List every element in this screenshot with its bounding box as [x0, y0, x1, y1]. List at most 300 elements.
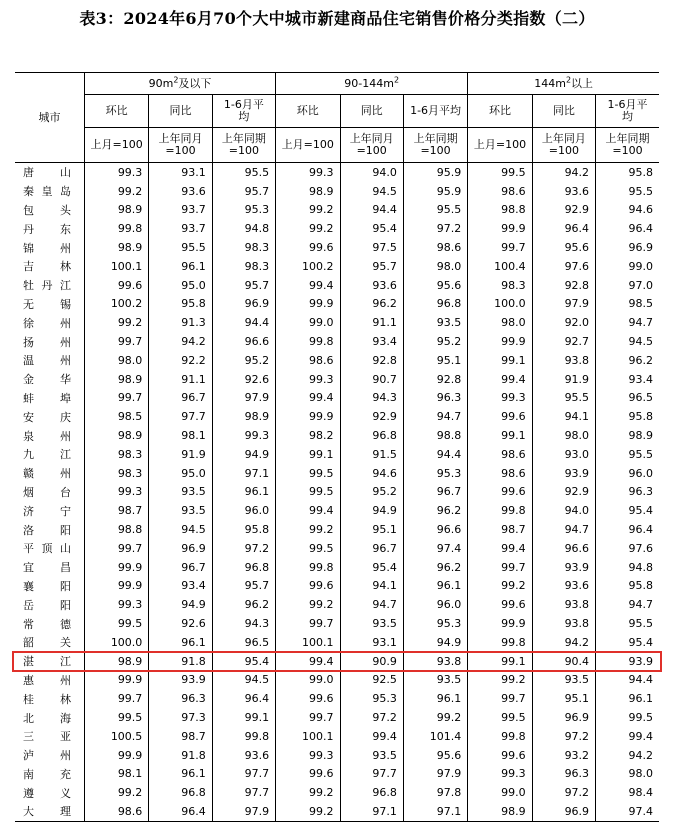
value-cell: 97.2 — [212, 539, 275, 558]
city-cell — [15, 708, 84, 727]
value-cell: 93.5 — [340, 614, 403, 633]
city-cell — [15, 295, 84, 314]
value-cell: 96.0 — [596, 464, 659, 483]
value-cell: 93.8 — [532, 351, 595, 370]
city-header: 城市 — [15, 73, 84, 163]
value-cell: 99.5 — [276, 539, 340, 558]
city-cell — [15, 501, 84, 520]
value-cell: 92.6 — [149, 614, 212, 633]
city-name: 桂 林 — [23, 692, 71, 706]
value-cell: 90.9 — [340, 652, 403, 671]
value-cell: 96.5 — [212, 633, 275, 652]
value-cell: 94.4 — [403, 445, 467, 464]
value-cell: 99.2 — [276, 520, 340, 539]
value-cell: 96.9 — [212, 295, 275, 314]
city-cell — [15, 426, 84, 445]
city-name: 温 州 — [23, 354, 71, 368]
value-cell: 99.7 — [84, 539, 148, 558]
value-cell: 95.7 — [212, 182, 275, 201]
value-cell: 94.2 — [596, 746, 659, 765]
value-cell: 92.8 — [403, 370, 467, 389]
value-cell: 91.9 — [149, 445, 212, 464]
value-cell: 93.1 — [340, 633, 403, 652]
city-cell — [15, 520, 84, 539]
value-cell: 99.5 — [84, 708, 148, 727]
table-row — [15, 370, 659, 389]
value-cell: 93.5 — [403, 313, 467, 332]
base-header: 上年同期=100 — [403, 128, 467, 163]
value-cell: 97.2 — [403, 219, 467, 238]
value-cell: 98.9 — [276, 182, 340, 201]
city-name: 扬 州 — [23, 335, 71, 349]
value-cell: 98.1 — [84, 765, 148, 784]
base-header: 上年同月=100 — [532, 128, 595, 163]
value-cell: 99.9 — [276, 407, 340, 426]
value-cell: 99.9 — [84, 746, 148, 765]
table-row — [15, 671, 659, 690]
table-row — [15, 426, 659, 445]
value-cell: 100.4 — [468, 257, 532, 276]
value-cell: 91.5 — [340, 445, 403, 464]
value-cell: 98.0 — [84, 351, 148, 370]
city-cell — [15, 746, 84, 765]
value-cell: 96.6 — [532, 539, 595, 558]
value-cell: 99.0 — [468, 783, 532, 802]
table-row — [15, 595, 659, 614]
value-cell: 96.1 — [149, 257, 212, 276]
value-cell: 99.3 — [212, 426, 275, 445]
value-cell: 98.2 — [276, 426, 340, 445]
value-cell: 94.0 — [532, 501, 595, 520]
value-cell: 98.7 — [149, 727, 212, 746]
table-row — [15, 219, 659, 238]
value-cell: 99.1 — [276, 445, 340, 464]
value-cell: 99.9 — [468, 332, 532, 351]
table-row — [15, 407, 659, 426]
value-cell: 94.5 — [149, 520, 212, 539]
value-cell: 95.5 — [596, 614, 659, 633]
city-cell — [15, 633, 84, 652]
value-cell: 96.8 — [340, 783, 403, 802]
value-cell: 99.2 — [276, 595, 340, 614]
value-cell: 93.6 — [532, 182, 595, 201]
value-cell: 96.3 — [403, 389, 467, 408]
value-cell: 98.9 — [468, 802, 532, 821]
city-cell — [15, 276, 84, 295]
value-cell: 97.1 — [403, 802, 467, 821]
value-cell: 94.6 — [340, 464, 403, 483]
value-cell: 99.7 — [468, 689, 532, 708]
table-row — [15, 182, 659, 201]
value-cell: 99.4 — [468, 370, 532, 389]
value-cell: 99.6 — [468, 595, 532, 614]
value-cell: 96.4 — [532, 219, 595, 238]
city-cell — [15, 671, 84, 690]
city-cell — [15, 163, 84, 182]
value-cell: 95.4 — [596, 501, 659, 520]
value-cell: 97.9 — [212, 802, 275, 821]
value-cell: 98.4 — [596, 783, 659, 802]
value-cell: 99.4 — [596, 727, 659, 746]
city-cell — [15, 783, 84, 802]
value-cell: 99.5 — [276, 483, 340, 502]
city-name: 徐 州 — [23, 316, 71, 330]
value-cell: 92.6 — [212, 370, 275, 389]
value-cell: 92.2 — [149, 351, 212, 370]
value-cell: 99.3 — [276, 370, 340, 389]
value-cell: 98.9 — [212, 407, 275, 426]
value-cell: 95.7 — [212, 276, 275, 295]
city-name: 蚌 埠 — [23, 391, 71, 405]
value-cell: 98.7 — [84, 501, 148, 520]
city-name: 唐 山 — [23, 166, 71, 180]
group-header-medium: $90-144m^2$ — [276, 73, 468, 95]
value-cell: 93.5 — [149, 483, 212, 502]
value-cell: 96.2 — [340, 295, 403, 314]
value-cell: 99.6 — [276, 238, 340, 257]
table-row — [15, 746, 659, 765]
value-cell: 97.6 — [532, 257, 595, 276]
value-cell: 99.8 — [468, 633, 532, 652]
value-cell: 96.8 — [340, 426, 403, 445]
city-name: 大 理 — [23, 805, 71, 819]
price-index-table — [15, 72, 659, 822]
value-cell: 99.7 — [84, 389, 148, 408]
value-cell: 94.5 — [596, 332, 659, 351]
value-cell: 98.9 — [596, 426, 659, 445]
table-row — [15, 483, 659, 502]
value-cell: 94.6 — [596, 201, 659, 220]
value-cell: 90.4 — [532, 652, 595, 671]
value-cell: 92.5 — [340, 671, 403, 690]
value-cell: 99.4 — [340, 727, 403, 746]
table-row — [15, 295, 659, 314]
city-name: 牡 丹 江 — [23, 279, 71, 293]
value-cell: 94.9 — [212, 445, 275, 464]
value-cell: 96.3 — [149, 689, 212, 708]
value-cell: 99.6 — [468, 407, 532, 426]
city-name: 惠 州 — [23, 673, 71, 687]
value-cell: 96.8 — [212, 558, 275, 577]
value-cell: 98.7 — [468, 520, 532, 539]
value-cell: 98.5 — [84, 407, 148, 426]
value-cell: 97.1 — [212, 464, 275, 483]
value-cell: 94.3 — [212, 614, 275, 633]
table-row — [15, 445, 659, 464]
value-cell: 99.4 — [468, 539, 532, 558]
value-cell: 99.3 — [84, 595, 148, 614]
value-cell: 98.0 — [468, 313, 532, 332]
value-cell: 95.6 — [532, 238, 595, 257]
value-cell: 98.8 — [468, 201, 532, 220]
value-cell: 92.8 — [532, 276, 595, 295]
city-name: 吉 林 — [23, 260, 71, 274]
city-name: 遵 义 — [23, 786, 71, 800]
value-cell: 99.7 — [276, 614, 340, 633]
value-cell: 98.3 — [84, 445, 148, 464]
value-cell: 96.4 — [212, 689, 275, 708]
base-header: 上年同期=100 — [212, 128, 275, 163]
value-cell: 97.2 — [340, 708, 403, 727]
table-row — [15, 558, 659, 577]
column-header: 同比 — [532, 95, 595, 128]
value-cell: 99.7 — [84, 332, 148, 351]
city-name: 锦 州 — [23, 241, 71, 255]
value-cell: 99.7 — [468, 558, 532, 577]
city-name: 平 顶 山 — [23, 542, 71, 556]
value-cell: 100.1 — [276, 633, 340, 652]
value-cell: 99.7 — [276, 708, 340, 727]
value-cell: 99.4 — [276, 389, 340, 408]
column-header: 环比 — [276, 95, 340, 128]
value-cell: 95.4 — [340, 219, 403, 238]
value-cell: 98.6 — [468, 445, 532, 464]
value-cell: 99.6 — [84, 276, 148, 295]
value-cell: 95.4 — [340, 558, 403, 577]
value-cell: 99.8 — [468, 501, 532, 520]
value-cell: 99.5 — [468, 163, 532, 182]
value-cell: 98.5 — [596, 295, 659, 314]
table-row — [15, 464, 659, 483]
city-cell — [15, 558, 84, 577]
value-cell: 94.7 — [596, 313, 659, 332]
base-header: 上年同期=100 — [596, 128, 659, 163]
city-cell — [15, 802, 84, 821]
value-cell: 95.3 — [403, 464, 467, 483]
value-cell: 100.1 — [276, 727, 340, 746]
value-cell: 93.2 — [532, 746, 595, 765]
value-cell: 94.0 — [340, 163, 403, 182]
value-cell: 99.3 — [468, 765, 532, 784]
value-cell: 94.7 — [403, 407, 467, 426]
value-cell: 94.7 — [340, 595, 403, 614]
value-cell: 96.1 — [403, 689, 467, 708]
city-name: 南 充 — [23, 767, 71, 781]
table-row — [15, 783, 659, 802]
value-cell: 98.8 — [84, 520, 148, 539]
city-name: 赣 州 — [23, 467, 71, 481]
value-cell: 93.0 — [532, 445, 595, 464]
value-cell: 97.7 — [212, 783, 275, 802]
value-cell: 97.9 — [212, 389, 275, 408]
table-row — [15, 238, 659, 257]
value-cell: 95.8 — [149, 295, 212, 314]
city-cell — [15, 389, 84, 408]
city-name: 烟 台 — [23, 485, 71, 499]
base-header: 上月=100 — [468, 128, 532, 163]
value-cell: 96.8 — [149, 783, 212, 802]
value-cell: 100.5 — [84, 727, 148, 746]
value-cell: 93.1 — [149, 163, 212, 182]
base-header: 上月=100 — [276, 128, 340, 163]
city-name: 济 宁 — [23, 504, 71, 518]
value-cell: 99.9 — [468, 219, 532, 238]
value-cell: 99.1 — [212, 708, 275, 727]
value-cell: 99.2 — [276, 802, 340, 821]
value-cell: 98.9 — [84, 426, 148, 445]
value-cell: 98.0 — [596, 765, 659, 784]
table-row — [15, 539, 659, 558]
value-cell: 94.3 — [340, 389, 403, 408]
value-cell: 99.2 — [276, 783, 340, 802]
value-cell: 98.6 — [403, 238, 467, 257]
city-name: 湛 江 — [23, 655, 71, 669]
city-cell — [15, 577, 84, 596]
city-cell — [15, 219, 84, 238]
value-cell: 94.8 — [596, 558, 659, 577]
value-cell: 99.5 — [468, 708, 532, 727]
value-cell: 99.6 — [276, 577, 340, 596]
value-cell: 100.0 — [468, 295, 532, 314]
table-row — [15, 727, 659, 746]
value-cell: 98.6 — [276, 351, 340, 370]
value-cell: 93.4 — [596, 370, 659, 389]
value-cell: 96.1 — [149, 633, 212, 652]
value-cell: 93.9 — [596, 652, 659, 671]
value-cell: 99.9 — [276, 295, 340, 314]
value-cell: 93.7 — [149, 219, 212, 238]
city-name: 宜 昌 — [23, 561, 71, 575]
value-cell: 97.9 — [532, 295, 595, 314]
city-cell — [15, 614, 84, 633]
value-cell: 96.1 — [403, 577, 467, 596]
city-name: 无 锡 — [23, 297, 71, 311]
value-cell: 91.8 — [149, 652, 212, 671]
value-cell: 92.9 — [340, 407, 403, 426]
value-cell: 95.9 — [403, 163, 467, 182]
value-cell: 93.8 — [403, 652, 467, 671]
value-cell: 96.7 — [403, 483, 467, 502]
table-title: 表3：2024年6月70个大中城市新建商品住宅销售价格分类指数（二） — [79, 9, 595, 28]
value-cell: 92.9 — [532, 201, 595, 220]
value-cell: 99.6 — [468, 483, 532, 502]
value-cell: 96.9 — [149, 539, 212, 558]
table-row — [15, 802, 659, 821]
table-row — [15, 313, 659, 332]
value-cell: 93.5 — [403, 671, 467, 690]
value-cell: 99.7 — [468, 238, 532, 257]
value-cell: 99.2 — [276, 219, 340, 238]
value-cell: 100.2 — [84, 295, 148, 314]
city-cell — [15, 313, 84, 332]
city-name: 洛 阳 — [23, 523, 71, 537]
value-cell: 99.3 — [84, 483, 148, 502]
value-cell: 94.4 — [596, 671, 659, 690]
value-cell: 95.1 — [340, 520, 403, 539]
value-cell: 99.3 — [276, 746, 340, 765]
value-cell: 99.2 — [403, 708, 467, 727]
value-cell: 99.2 — [84, 783, 148, 802]
value-cell: 94.7 — [532, 520, 595, 539]
value-cell: 96.1 — [596, 689, 659, 708]
city-cell — [15, 652, 84, 671]
value-cell: 95.5 — [149, 238, 212, 257]
value-cell: 99.3 — [84, 163, 148, 182]
city-name: 金 华 — [23, 373, 71, 387]
value-cell: 99.8 — [212, 727, 275, 746]
value-cell: 93.6 — [340, 276, 403, 295]
city-cell — [15, 332, 84, 351]
value-cell: 99.8 — [468, 727, 532, 746]
value-cell: 94.5 — [340, 182, 403, 201]
value-cell: 99.6 — [276, 765, 340, 784]
value-cell: 95.5 — [532, 389, 595, 408]
value-cell: 96.7 — [340, 539, 403, 558]
value-cell: 98.3 — [84, 464, 148, 483]
value-cell: 96.0 — [403, 595, 467, 614]
value-cell: 96.2 — [403, 558, 467, 577]
value-cell: 92.8 — [340, 351, 403, 370]
value-cell: 98.8 — [403, 426, 467, 445]
value-cell: 94.8 — [212, 219, 275, 238]
value-cell: 95.4 — [212, 652, 275, 671]
value-cell: 95.5 — [596, 182, 659, 201]
city-cell — [15, 257, 84, 276]
value-cell: 100.2 — [276, 257, 340, 276]
value-cell: 97.5 — [340, 238, 403, 257]
value-cell: 99.9 — [468, 614, 532, 633]
value-cell: 92.9 — [532, 483, 595, 502]
city-cell — [15, 765, 84, 784]
value-cell: 95.1 — [532, 689, 595, 708]
city-cell — [15, 483, 84, 502]
value-cell: 95.8 — [596, 577, 659, 596]
table-row — [15, 614, 659, 633]
value-cell: 94.7 — [596, 595, 659, 614]
column-header: 1-6月平均 — [596, 95, 659, 128]
table-row — [15, 652, 659, 671]
column-header: 1-6月平均 — [212, 95, 275, 128]
value-cell: 97.8 — [403, 783, 467, 802]
value-cell: 96.2 — [212, 595, 275, 614]
column-header: 环比 — [468, 95, 532, 128]
value-cell: 99.8 — [84, 219, 148, 238]
value-cell: 96.4 — [596, 219, 659, 238]
value-cell: 95.3 — [340, 689, 403, 708]
value-cell: 99.2 — [468, 577, 532, 596]
value-cell: 100.0 — [84, 633, 148, 652]
value-cell: 94.2 — [532, 163, 595, 182]
city-cell — [15, 689, 84, 708]
column-header: 环比 — [84, 95, 148, 128]
value-cell: 99.6 — [276, 689, 340, 708]
table-row — [15, 163, 659, 182]
value-cell: 95.7 — [212, 577, 275, 596]
value-cell: 99.4 — [276, 276, 340, 295]
value-cell: 95.8 — [596, 407, 659, 426]
value-cell: 98.1 — [149, 426, 212, 445]
value-cell: 99.2 — [84, 182, 148, 201]
value-cell: 95.3 — [403, 614, 467, 633]
city-name: 泉 州 — [23, 429, 71, 443]
table-row — [15, 351, 659, 370]
value-cell: 95.5 — [212, 163, 275, 182]
value-cell: 98.0 — [532, 426, 595, 445]
value-cell: 93.5 — [149, 501, 212, 520]
value-cell: 99.0 — [276, 671, 340, 690]
value-cell: 95.7 — [340, 257, 403, 276]
city-name: 安 庆 — [23, 410, 71, 424]
table-row — [15, 633, 659, 652]
column-header: 1-6月平均 — [403, 95, 467, 128]
city-name: 九 江 — [23, 448, 71, 462]
value-cell: 94.2 — [532, 633, 595, 652]
city-name: 襄 阳 — [23, 579, 71, 593]
value-cell: 95.1 — [403, 351, 467, 370]
value-cell: 99.8 — [276, 558, 340, 577]
value-cell: 96.6 — [212, 332, 275, 351]
value-cell: 96.8 — [403, 295, 467, 314]
